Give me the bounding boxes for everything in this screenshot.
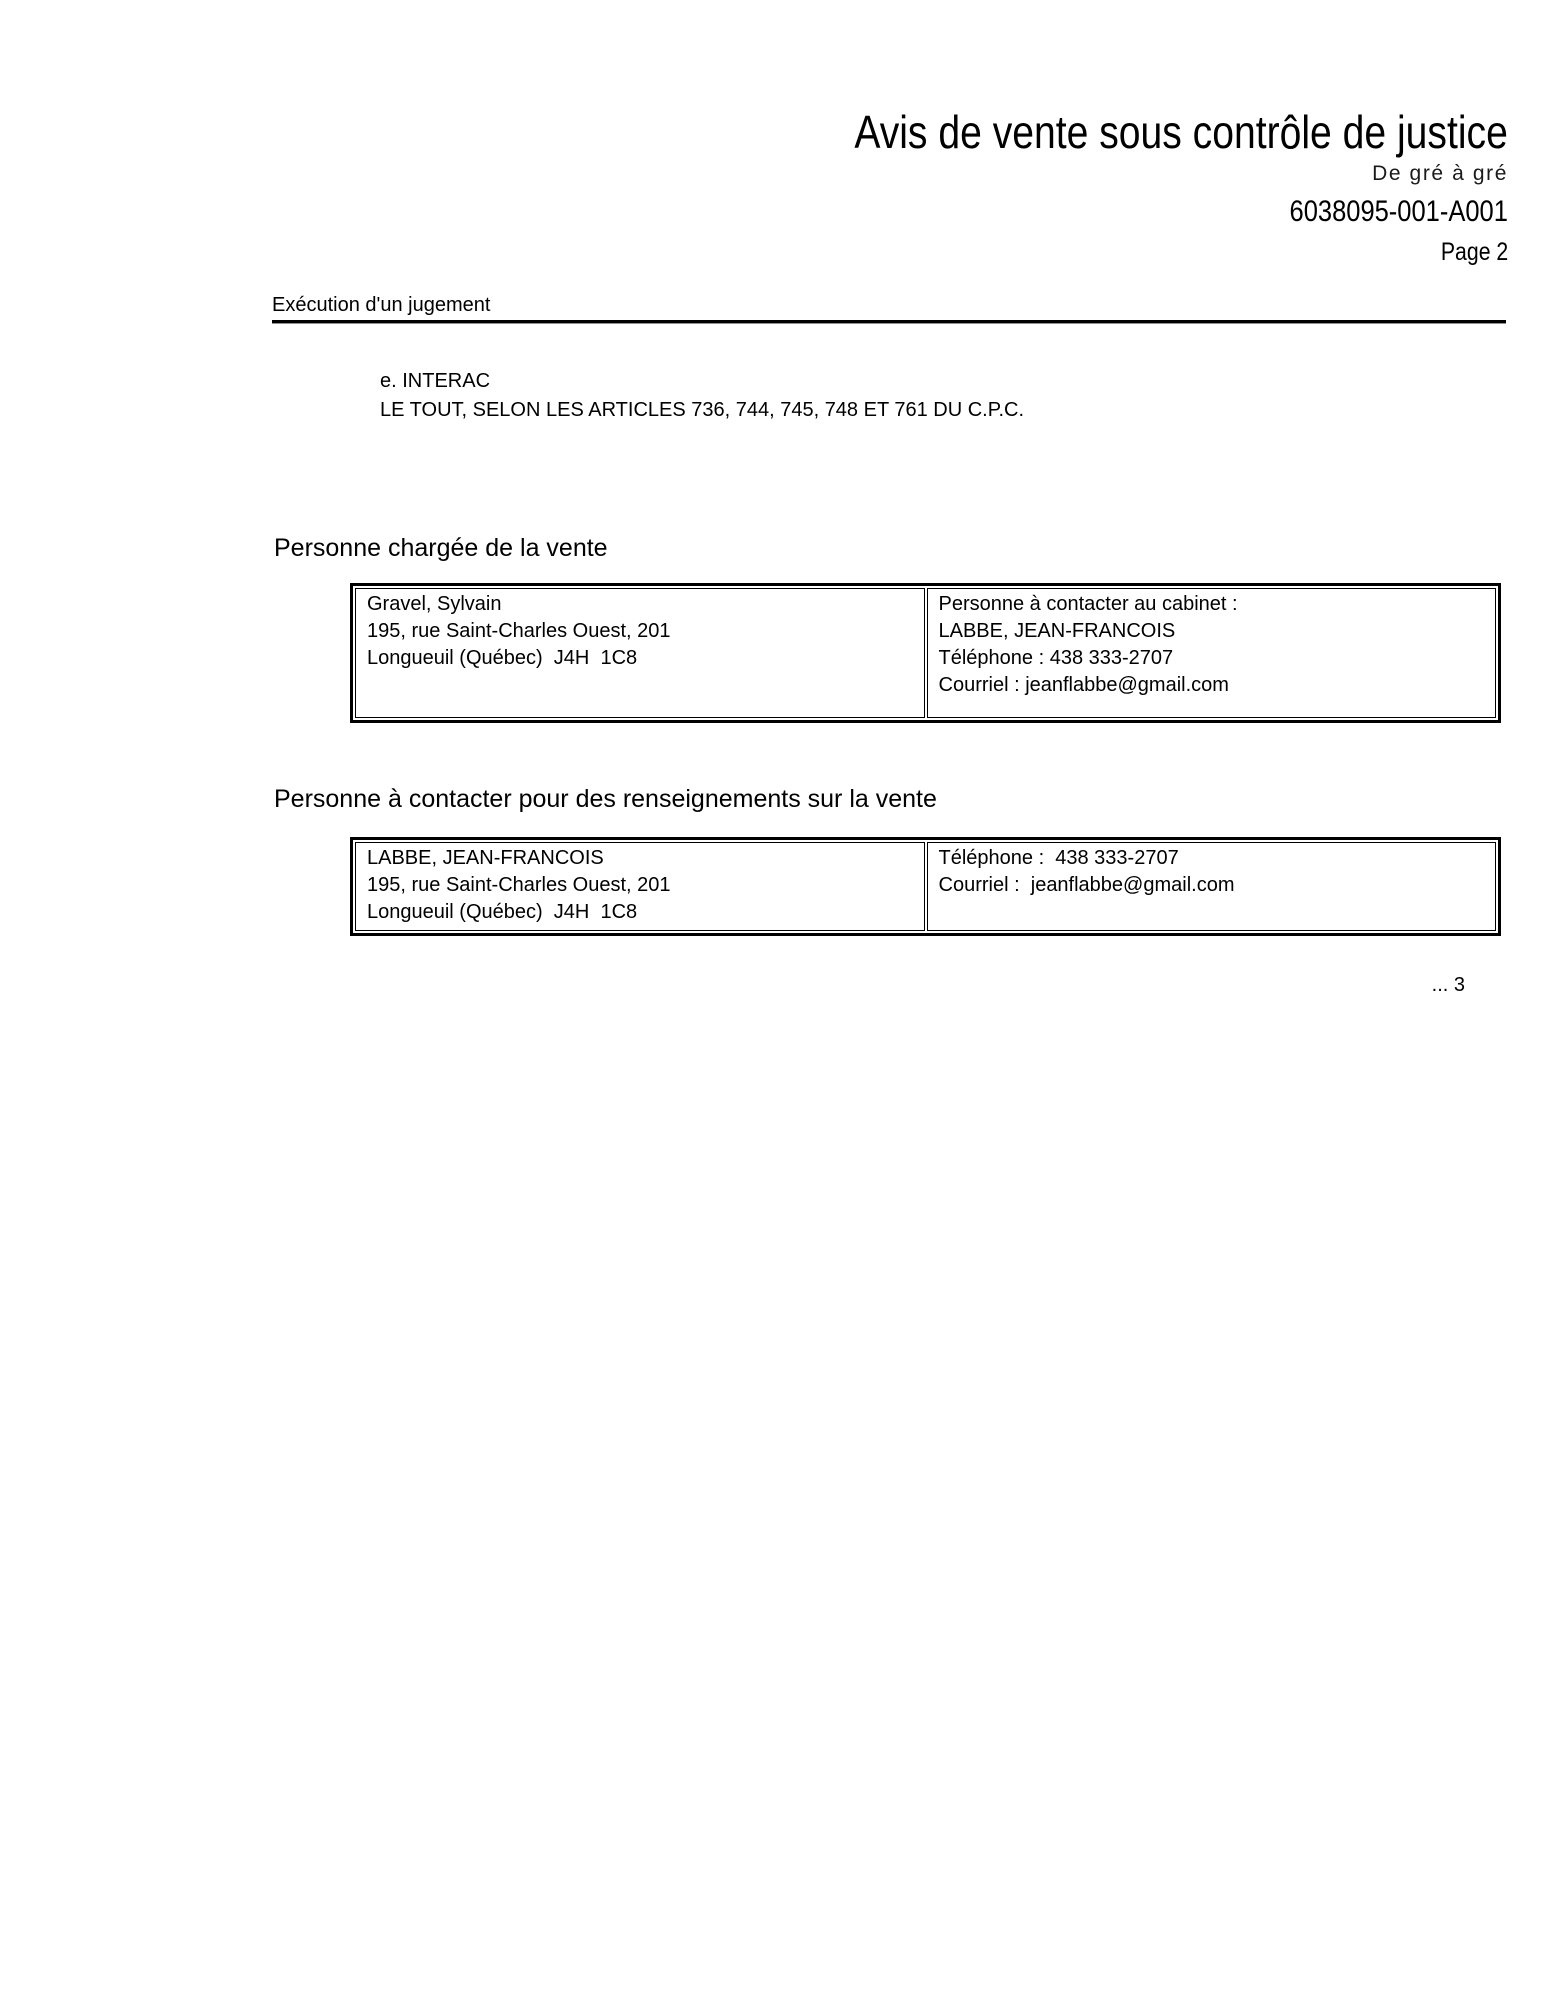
- contact-info-cell: [355, 842, 925, 931]
- seller-address-street: 195, rue Saint-Charles Ouest, 201: [367, 620, 671, 642]
- page-continuation-mark: ... 3: [1431, 974, 1465, 996]
- cabinet-contact-cell: [927, 588, 1497, 718]
- clause-line: e. INTERAC: [380, 370, 491, 392]
- cabinet-contact-email: Courriel : jeanflabbe@gmail.com: [938, 674, 1229, 696]
- table-personne-contacter: [350, 837, 1501, 936]
- contact-name: LABBE, JEAN-FRANCOIS: [367, 847, 604, 869]
- seller-info-cell: [355, 588, 925, 718]
- reference-number: [739, 195, 1508, 229]
- section-header-rule: [272, 320, 1506, 324]
- table-personne-chargee: [350, 583, 1501, 723]
- document-header: [739, 106, 1508, 267]
- clauses-paragraph: [380, 367, 1024, 425]
- section-header-label: Exécution d'un jugement: [272, 294, 491, 316]
- reference-number-text: 6038095-001-A001: [1289, 195, 1508, 228]
- contact-email: Courriel : jeanflabbe@gmail.com: [938, 874, 1235, 896]
- cabinet-contact-phone: Téléphone : 438 333-2707: [938, 647, 1174, 669]
- document-title-text: Avis de vente sous contrôle de justice: [854, 106, 1508, 158]
- seller-address-city: Longueuil (Québec) J4H 1C8: [367, 647, 638, 669]
- section-header: [272, 293, 1506, 324]
- cabinet-contact-name: LABBE, JEAN-FRANCOIS: [938, 620, 1176, 642]
- seller-name: Gravel, Sylvain: [367, 593, 502, 615]
- page-number-text: Page 2: [1440, 238, 1508, 266]
- cabinet-contact-label: Personne à contacter au cabinet :: [938, 593, 1238, 615]
- contact-phone: Téléphone : 438 333-2707: [938, 847, 1179, 869]
- document-title: [739, 106, 1508, 158]
- table-row: [355, 842, 1496, 931]
- contact-address-city: Longueuil (Québec) J4H 1C8: [367, 901, 638, 923]
- table-row: [355, 588, 1496, 718]
- contact-address-street: 195, rue Saint-Charles Ouest, 201: [367, 874, 671, 896]
- heading-personne-contacter: Personne à contacter pour des renseignements sur la vente: [274, 785, 937, 813]
- page-number-label: [739, 237, 1508, 267]
- contact-details-cell: [927, 842, 1497, 931]
- heading-personne-chargee: Personne chargée de la vente: [274, 534, 608, 562]
- clause-line: LE TOUT, SELON LES ARTICLES 736, 744, 745, 748 ET 761 DU C.P.C.: [380, 399, 1025, 421]
- document-subtitle: De gré à gré: [1372, 162, 1508, 185]
